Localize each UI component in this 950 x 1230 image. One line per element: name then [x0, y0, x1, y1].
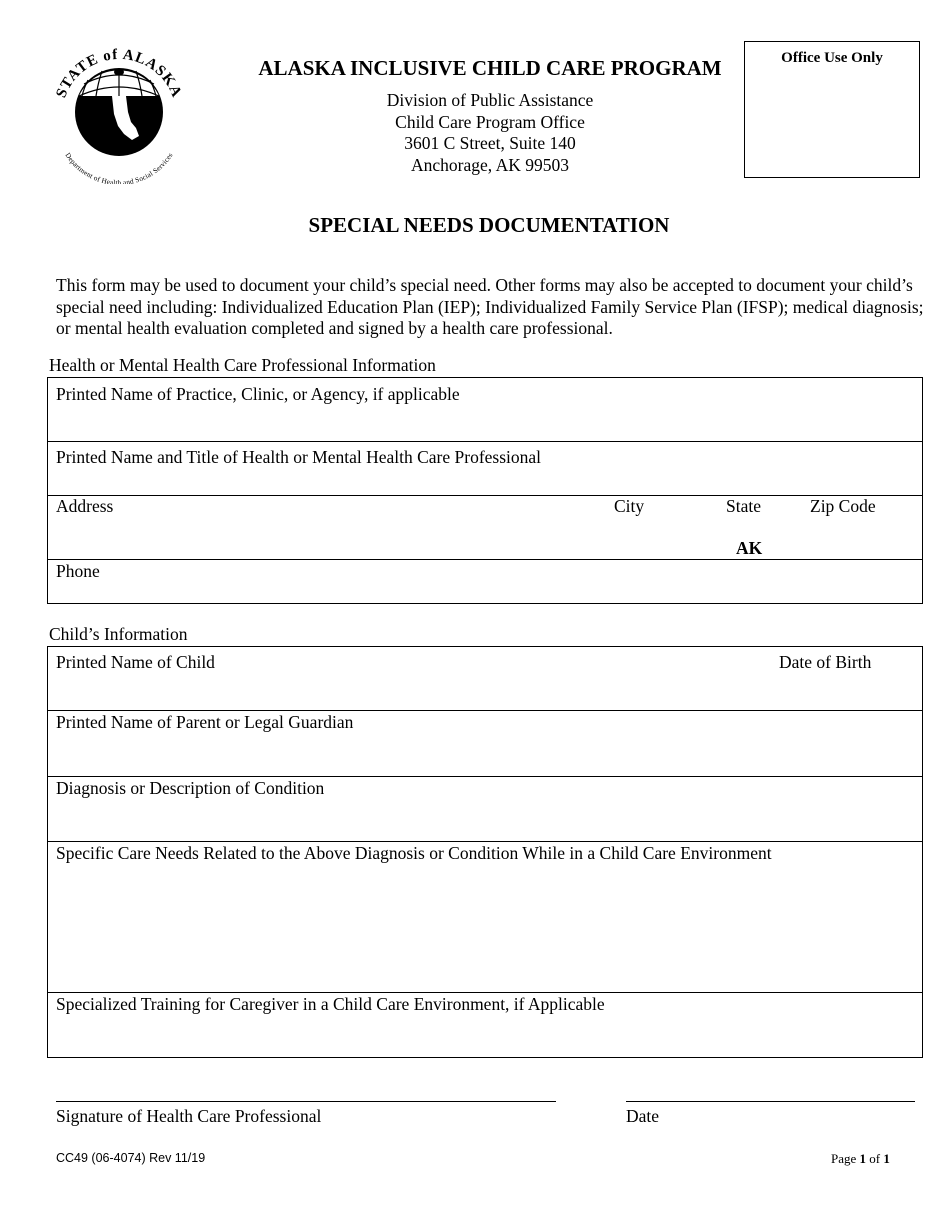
- care-needs-field[interactable]: [48, 842, 922, 993]
- page-current: 1: [859, 1151, 867, 1166]
- office-address: [240, 90, 740, 176]
- professional-name-label: Printed Name and Title of Health or Mental Health Care Professional: [56, 447, 542, 467]
- parent-name-label: Printed Name of Parent or Legal Guardian: [56, 712, 354, 732]
- seal-top-text: STATE of ALASKA: [53, 46, 185, 101]
- professional-section-label: Health or Mental Health Care Professional Information: [49, 355, 436, 375]
- signature-line[interactable]: [56, 1101, 556, 1102]
- phone-field[interactable]: [48, 560, 922, 603]
- date-line[interactable]: [626, 1101, 915, 1102]
- page-total: 1: [883, 1151, 890, 1166]
- date-of-birth-label: Date of Birth: [779, 652, 872, 672]
- address-row: [48, 496, 922, 560]
- professional-info-box: [47, 377, 923, 604]
- svg-text:Department of Health and Socia: [63, 151, 174, 184]
- zip-code-label: Zip Code: [810, 496, 876, 516]
- practice-name-field[interactable]: [48, 378, 922, 442]
- address-line: 3601 C Street, Suite 140: [404, 133, 576, 153]
- address-line: Anchorage, AK 99503: [411, 154, 569, 175]
- address-label: Address: [56, 496, 114, 516]
- phone-label: Phone: [56, 561, 100, 581]
- program-title: ALASKA INCLUSIVE CHILD CARE PROGRAM: [258, 56, 722, 80]
- page-of: of: [869, 1151, 881, 1166]
- page-word: Page: [831, 1151, 857, 1166]
- office-use-label: Office Use Only: [781, 50, 883, 66]
- child-name-row[interactable]: [48, 647, 922, 711]
- form-code: CC49 (06-4074) Rev 11/19: [56, 1151, 206, 1165]
- page-number: [831, 1151, 890, 1167]
- child-name-label: Printed Name of Child: [56, 652, 215, 672]
- practice-name-label: Printed Name of Practice, Clinic, or Agency, if applicable: [56, 384, 460, 404]
- seal-bottom-text: Department of Health and Social Services: [63, 151, 175, 184]
- state-value: AK: [736, 538, 763, 558]
- diagnosis-field[interactable]: [48, 777, 922, 842]
- office-use-box: [744, 41, 920, 178]
- professional-name-field[interactable]: [48, 442, 922, 496]
- child-info-box: [47, 646, 923, 1058]
- training-field[interactable]: [48, 993, 922, 1057]
- date-label: Date: [626, 1106, 660, 1126]
- signature-label: Signature of Health Care Professional: [56, 1106, 322, 1126]
- state-seal: [46, 38, 192, 184]
- state-label: State: [726, 496, 761, 516]
- care-needs-label: Specific Care Needs Related to the Above Diagnosis or Condition While in a Child Care Environment: [56, 843, 772, 863]
- address-line: Division of Public Assistance: [386, 90, 594, 110]
- training-label: Specialized Training for Caregiver in a Child Care Environment, if Applicable: [56, 994, 605, 1014]
- parent-name-field[interactable]: [48, 711, 922, 777]
- diagnosis-label: Diagnosis or Description of Condition: [56, 778, 325, 798]
- document-title: SPECIAL NEEDS DOCUMENTATION: [308, 213, 670, 237]
- address-line: Child Care Program Office: [395, 111, 585, 132]
- intro-paragraph: This form may be used to document your child’s special need. Other forms may also be accepted to document your child’s special need including: Individualized Education Plan (IEP); Individualized Family Service Plan (IFSP); medical diagnosis; or mental health evaluation completed and signed by a health care professional.: [56, 275, 924, 338]
- child-section-label: Child’s Information: [49, 624, 188, 644]
- city-label: City: [614, 496, 645, 516]
